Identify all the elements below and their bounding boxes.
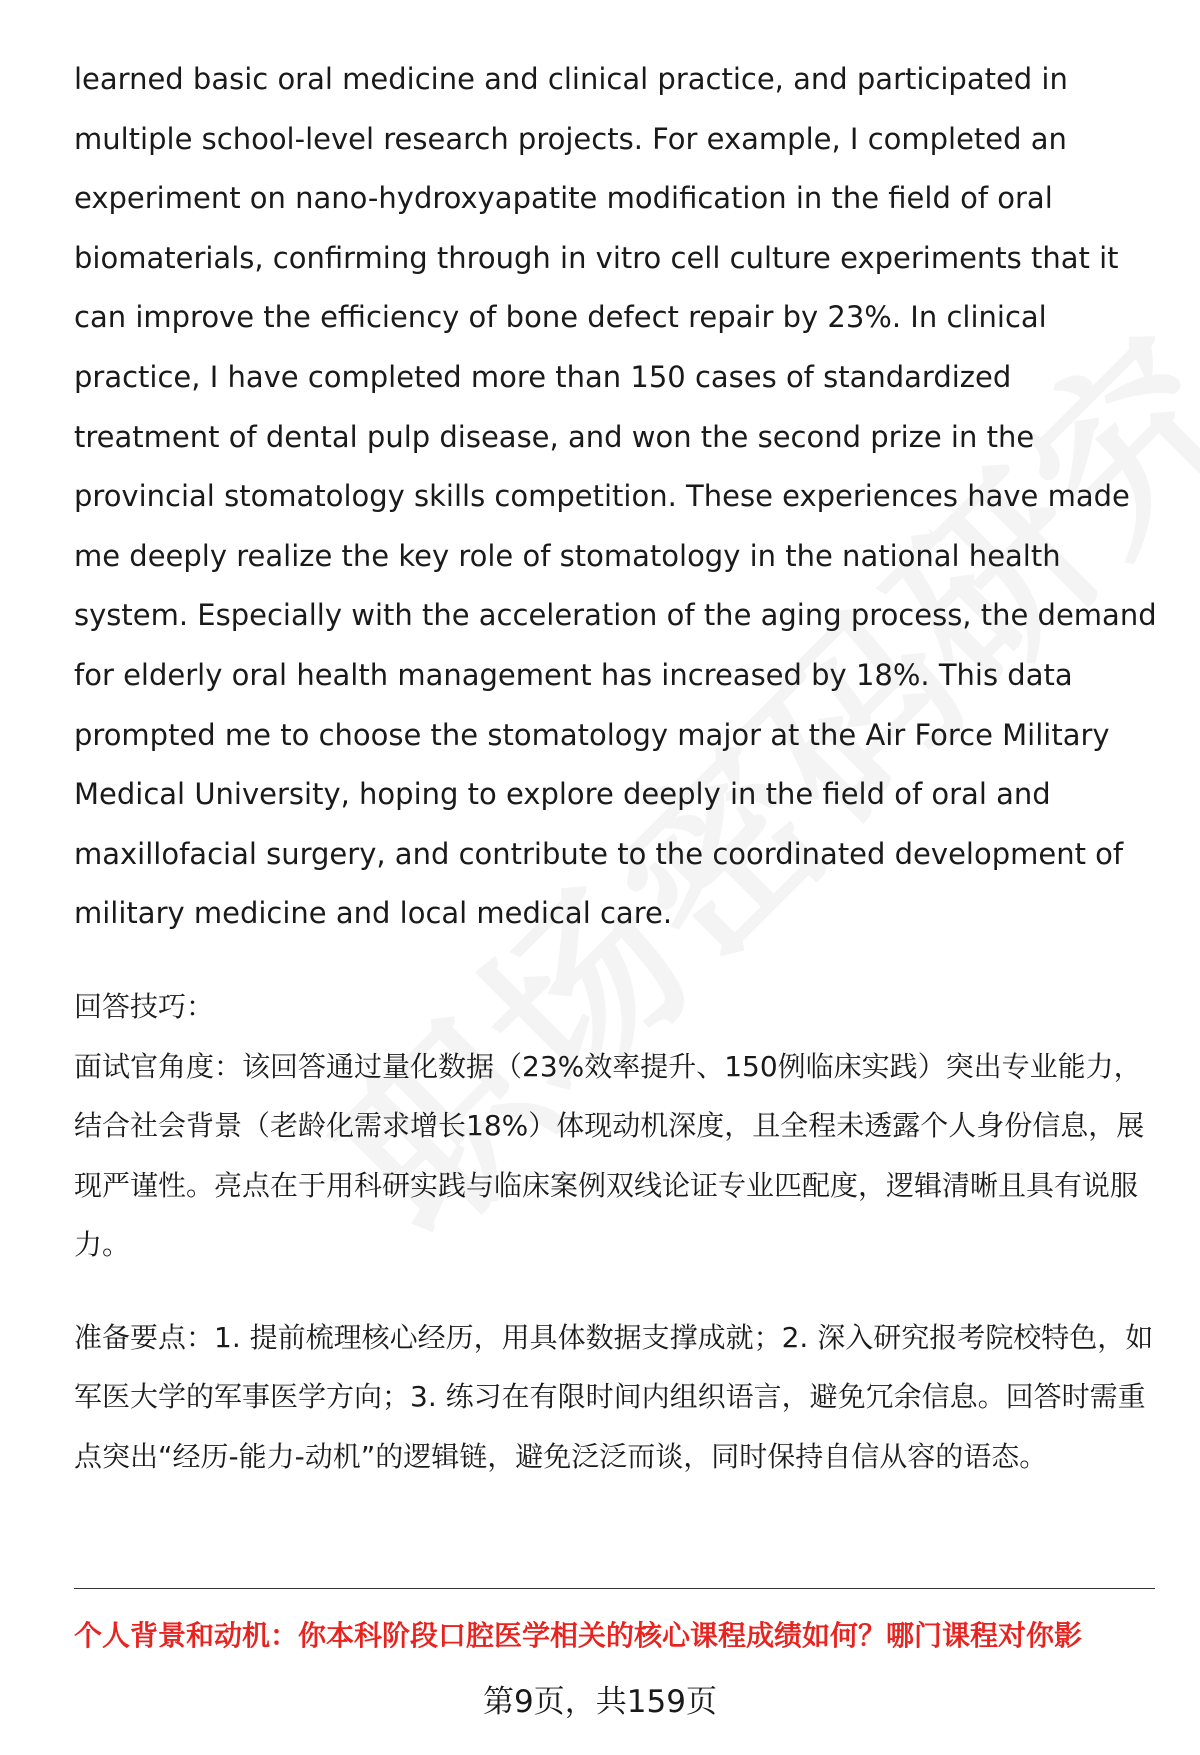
page-content	[74, 50, 1164, 1487]
page-number: 第9页，共159页	[483, 1684, 717, 1720]
answer-paragraph: learned basic oral medicine and clinical practice, and participated in multiple school-level research projects. For example, I completed an experiment on nano-hydroxyapatite modification in the field of oral biomaterials, confirming through in vitro cell culture experiments that it can improve the efficiency of bone defect repair by 23%. In clinical practice, I have completed more than 150 cases of standardized treatment of dental pulp disease, and won the second prize in the provincial stomatology skills competition. These experiences have made me deeply realize the key role of stomatology in the national health system. Especially with the acceleration of the aging process, the demand for elderly oral health management has increased by 18%. This data prompted me to choose the stomatology major at the Air Force Military Medical University, hoping to explore deeply in the field of oral and maxillofacial surgery, and contribute to the coordinated development of military medicine and local medical care.	[74, 62, 1157, 931]
preparation-paragraph: 准备要点：1. 提前梳理核心经历，用具体数据支撑成就；2. 深入研究报考院校特色，如军医大学的军事医学方向；3. 练习在有限时间内组织语言，避免冗余信息。回答时需重点突出“经历-能力-动机”的逻辑链，避免泛泛而谈，同时保持自信从容的语态。	[74, 1320, 1154, 1474]
interviewer-view-paragraph: 面试官角度：该回答通过量化数据（23%效率提升、150例临床实践）突出专业能力，结合社会背景（老龄化需求增长18%）体现动机深度，且全程未透露个人身份信息，展现严谨性。亮点在于用科研实践与临床案例双线论证专业匹配度，逻辑清晰且具有说服力。	[74, 1049, 1145, 1262]
section-divider	[74, 1588, 1155, 1589]
next-question-heading: 个人背景和动机：你本科阶段口腔医学相关的核心课程成绩如何？哪门课程对你影	[74, 1619, 1083, 1652]
answer-tips-section	[74, 977, 1164, 1487]
tips-heading: 回答技巧：	[74, 989, 215, 1023]
